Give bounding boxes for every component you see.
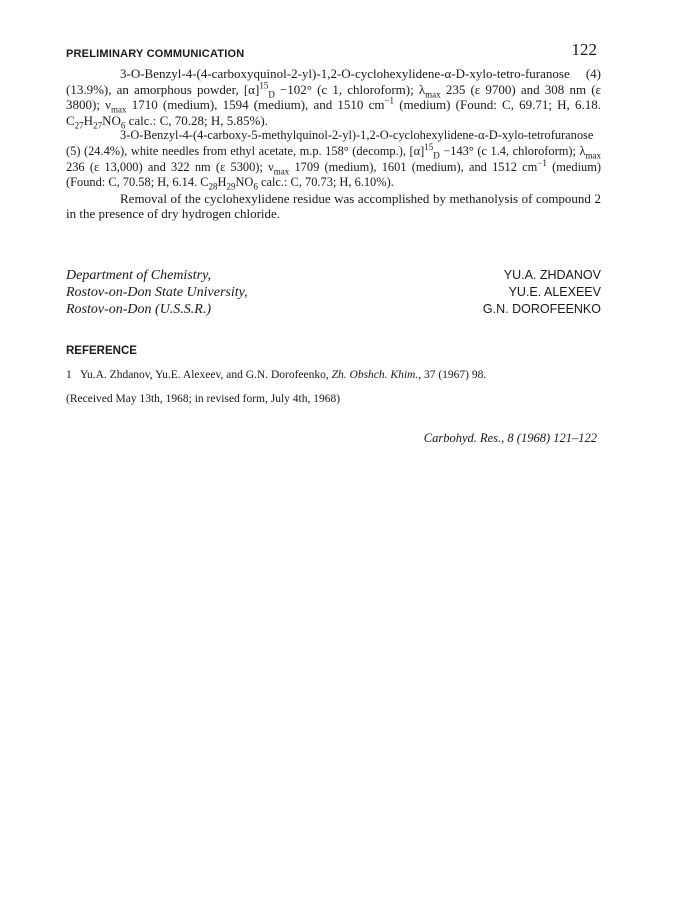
received-dates: (Received May 13th, 1968; in revised form, July 4th, 1968) <box>66 393 341 405</box>
sub-formula: 27 <box>93 120 103 131</box>
formula-no: NO <box>235 175 254 190</box>
sub-formula: 6 <box>253 181 258 192</box>
sup-minus-one: −1 <box>384 95 395 106</box>
compound-4-paragraph <box>66 66 601 131</box>
sup-temp: 15 <box>259 80 269 91</box>
sub-max: max <box>425 89 441 100</box>
sub-formula: 6 <box>120 120 126 131</box>
author-name: G.N. DOROFEENKO <box>482 302 601 316</box>
reference-number: 1 <box>66 369 72 381</box>
p1-text-d: 1710 (medium), 1594 (medium), and 1510 cm <box>126 97 385 113</box>
formula-h: H <box>83 112 94 128</box>
affiliation-line: Rostov-on-Don (U.S.S.R.) <box>66 302 212 317</box>
author-name: YU.A. ZHDANOV <box>503 268 601 282</box>
sub-formula: 29 <box>226 181 236 192</box>
sub-max: max <box>273 166 290 177</box>
compound-5-paragraph <box>66 128 601 190</box>
p2-text-c: 236 (ε 13,000) and 322 nm (ε 5300); ν <box>66 159 274 174</box>
sup-temp: 15 <box>424 141 434 152</box>
sub-max: max <box>111 104 127 115</box>
reference-item <box>66 369 606 381</box>
removal-paragraph: Removal of the cyclohexylidene residue was accomplished by methanolysis of compound 2 in the presence of dry hydrogen chloride. <box>66 190 601 222</box>
affiliation-line: Rostov-on-Don State University, <box>66 285 248 300</box>
affiliation <box>66 267 248 318</box>
formula-h: H <box>217 175 227 190</box>
sub-d: D <box>433 150 440 161</box>
p1-text-e: (medium) (Found: C, 69.71; H, 6.18. C <box>66 97 601 128</box>
sub-max: max <box>585 150 601 161</box>
reference-volume: 37 (1967) 98. <box>423 369 487 381</box>
author-names <box>483 267 601 318</box>
p1-text-a: 3-O-Benzyl-4-(4-carboxyquinol-2-yl)-1,2-O-cyclohexylidene-α-D-xylo-tetro-furanose (4) (13.9%), an amorphous powder, [α] <box>66 66 601 97</box>
author-name: YU.E. ALEXEEV <box>508 285 601 299</box>
journal-citation: Carbohyd. Res., 8 (1968) 121–122 <box>423 431 597 445</box>
p1-text-g: calc.: C, 70.28; H, 5.85%). <box>125 112 268 128</box>
sub-formula: 27 <box>74 120 84 131</box>
affiliation-line: Department of Chemistry, <box>66 268 212 283</box>
sup-minus-one: −1 <box>537 157 547 168</box>
p1-text-c: 235 (ε 9700) and 308 nm (ε 3800); ν <box>66 81 601 113</box>
p2-text-a: 3-O-Benzyl-4-(4-carboxy-5-methylquinol-2-yl)-1,2-O-cyclohexylidene-α-D-xylo-tetrofuranose (5) (24.4%), white needles from ethyl acetate, m.p. 158° (decomp.), [α] <box>66 128 594 158</box>
sub-formula: 28 <box>208 181 218 192</box>
sub-d: D <box>268 89 275 100</box>
article-body <box>66 66 601 222</box>
running-title: PRELIMINARY COMMUNICATION <box>66 48 245 60</box>
p2-text-b: −143° (c 1.4, chloroform); λ <box>439 143 586 158</box>
reference-heading: REFERENCE <box>66 345 137 357</box>
reference-journal: Zh. Obshch. Khim., <box>331 369 422 381</box>
reference-authors: Yu.A. Zhdanov, Yu.E. Alexeev, and G.N. Dorofeenko, <box>79 369 329 381</box>
page-number: 122 <box>571 40 597 59</box>
p1-text-b: −102° (c 1, chloroform); λ <box>274 81 426 97</box>
formula-no: NO <box>102 112 121 128</box>
p2-text-d: 1709 (medium), 1601 (medium), and 1512 cm <box>289 159 538 174</box>
p2-text-e: (medium) (Found: C, 70.58; H, 6.14. C <box>66 159 601 190</box>
p2-text-g: calc.: C, 70.73; H, 6.10%). <box>257 175 394 190</box>
